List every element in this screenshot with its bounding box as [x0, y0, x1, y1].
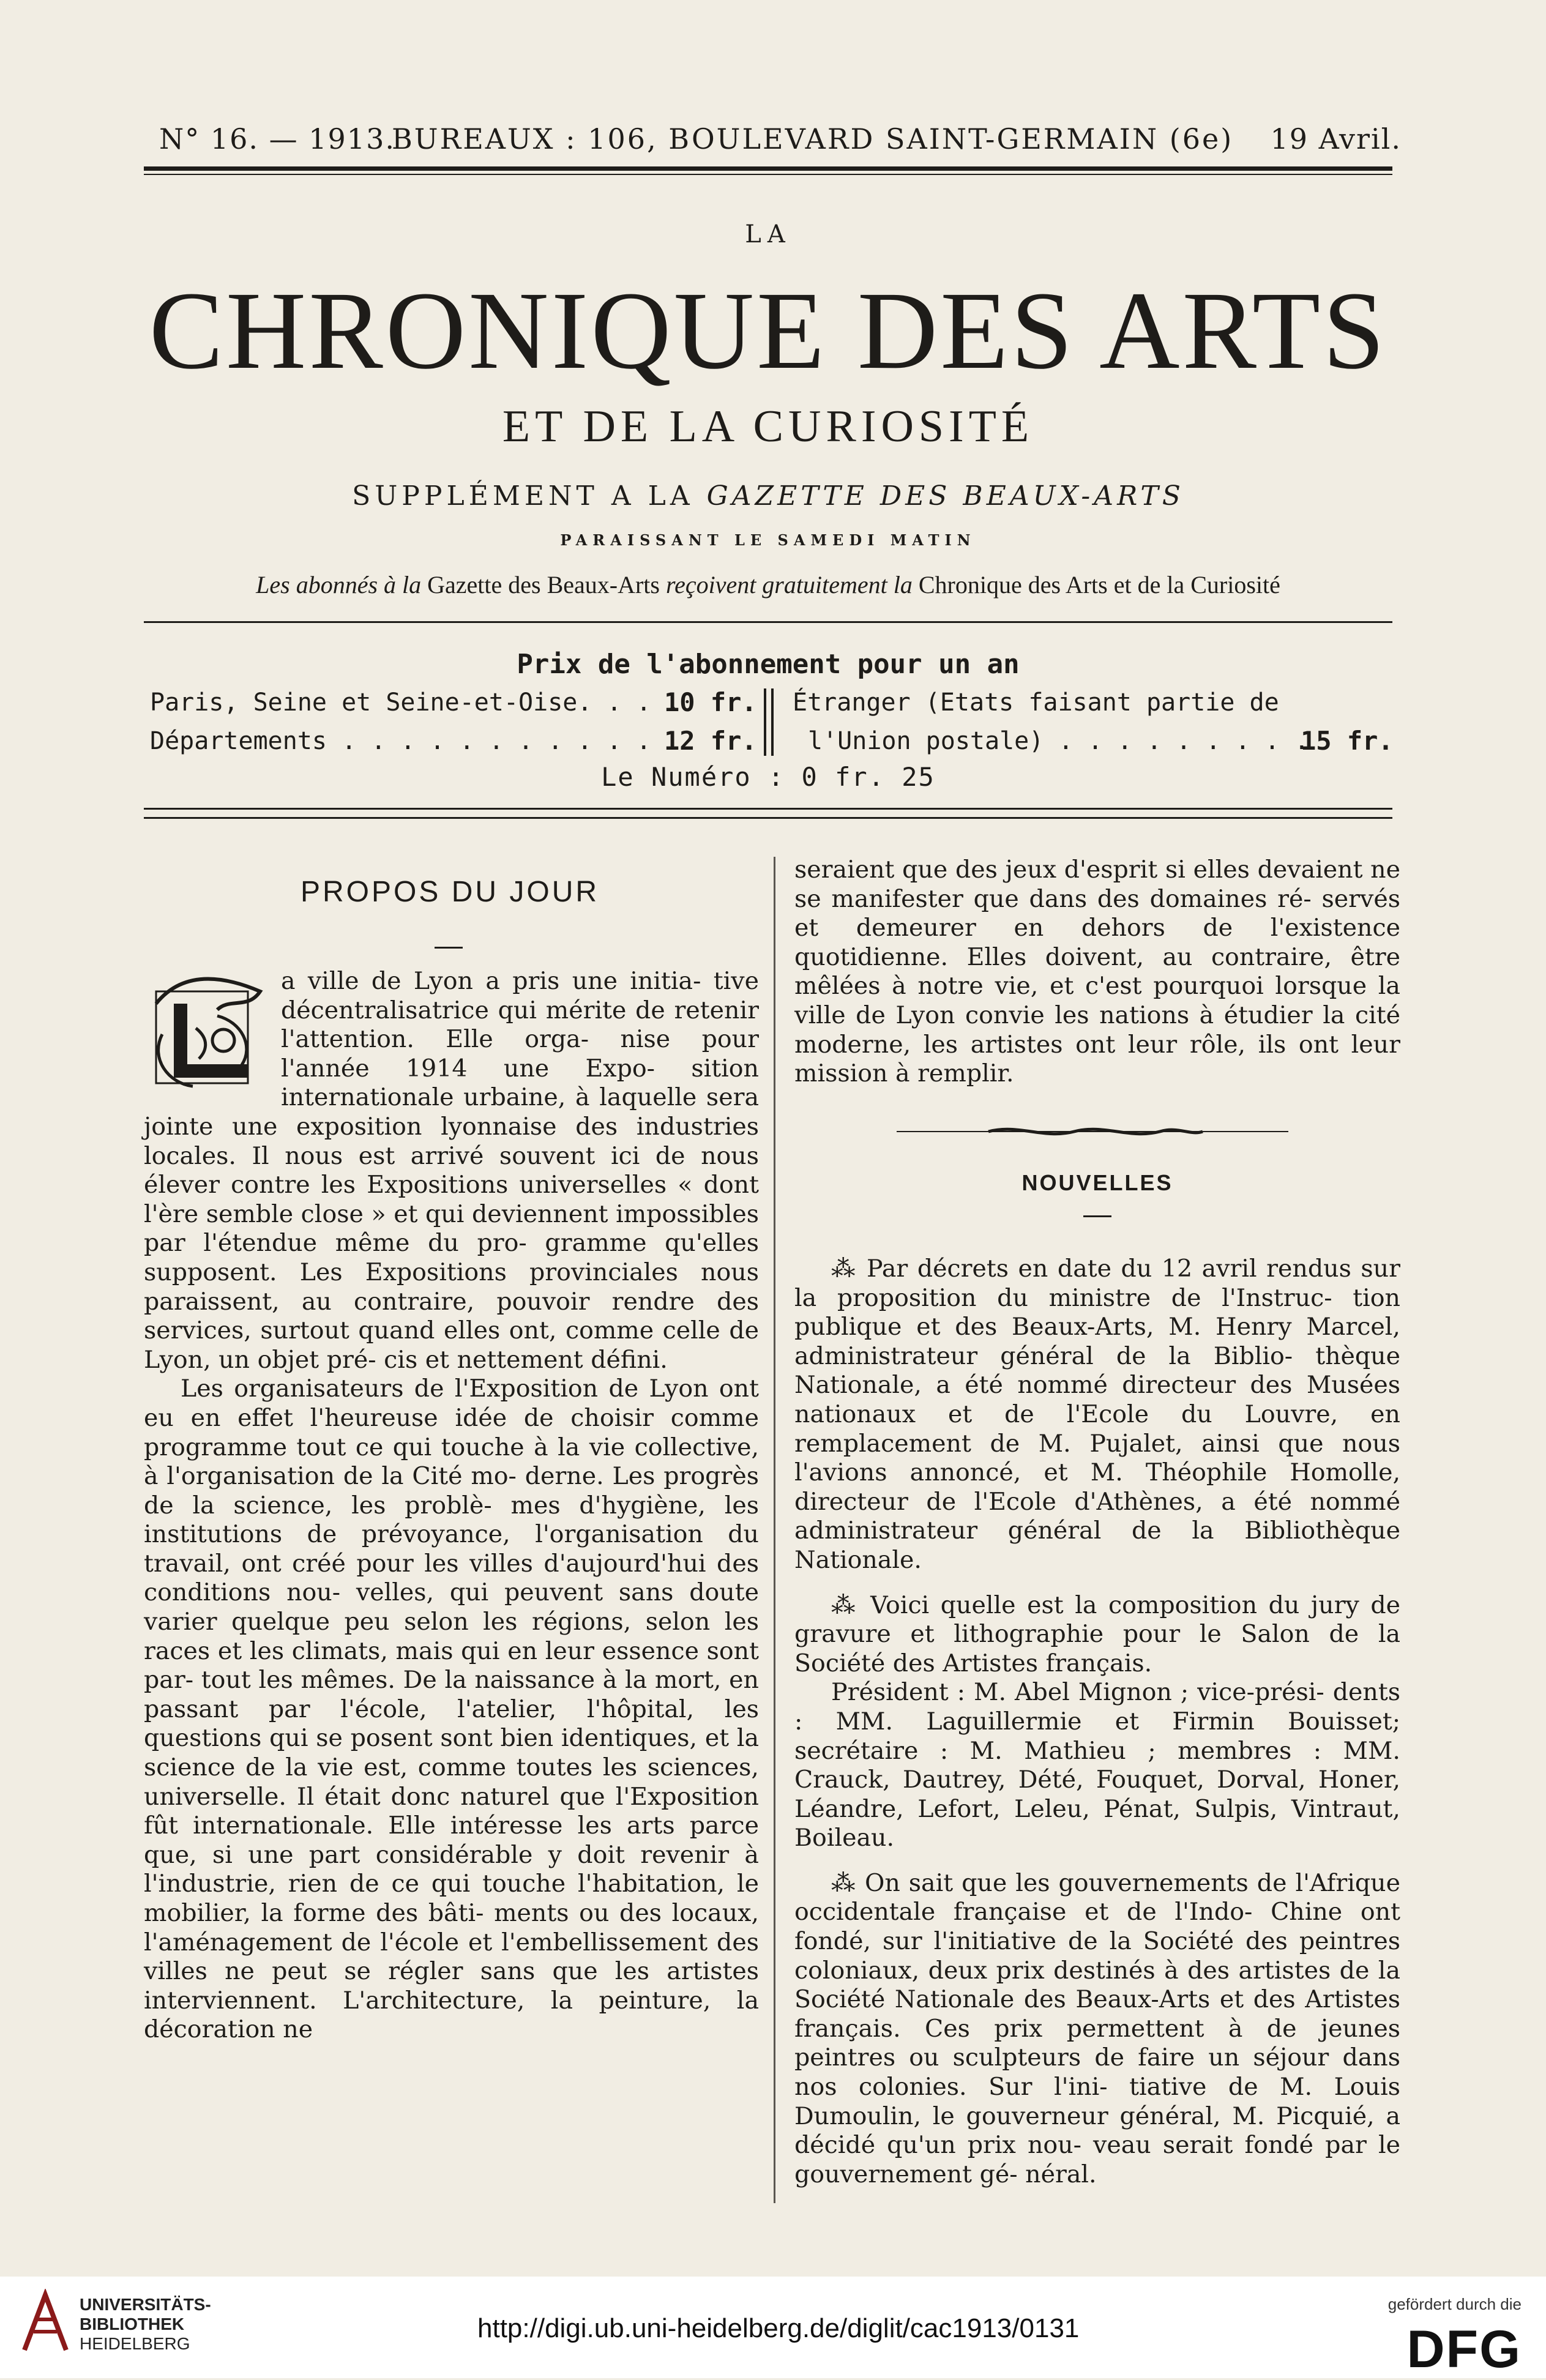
propos-title: PROPOS DU JOUR — [300, 876, 600, 908]
prix-etranger-price: 15 fr. — [1301, 726, 1394, 756]
library-name-1: UNIVERSITÄTS- — [80, 2295, 211, 2314]
nouvelle-1-text: Par décrets en date du 12 avril rendus sur la proposition du ministre de l'Instruc- tion publique et des Beaux-Arts, M. Henry Marcel, administrateur général de la Biblio- thèque Nationale, a été nommé directeur des Musées nationaux et de l'Ecole du Louvre, en remplacement de M. Pujalet, ainsi que nous l'avions annoncé, et M. Théophile Homolle, directeur de l'Ecole d'Athènes, a été nommé administrateur général de la Bibliothèque Nationale. — [794, 1255, 1401, 1574]
ornate-letter-L-icon — [144, 967, 272, 1095]
supplement-gazette: GAZETTE DES BEAUX-ARTS — [706, 480, 1184, 512]
nouvelles-dash — [1083, 1215, 1111, 1217]
abonnes-part-1: Les abonnés à la — [256, 571, 422, 599]
propos-paragraph-1 — [144, 967, 759, 1375]
nouvelle-3 — [794, 1869, 1400, 2190]
right-column — [794, 856, 1400, 1089]
prix-etranger-1: Étranger (Etats faisant partie de — [793, 688, 1279, 717]
masthead-rule — [144, 621, 1392, 623]
nouvelle-2 — [794, 1591, 1400, 1679]
prix-paris: Paris, Seine et Seine-et-Oise. . . . — [150, 688, 681, 717]
nouvelles-title: NOUVELLES — [1021, 1170, 1173, 1195]
nouvelle-1 — [794, 1255, 1400, 1575]
prix-title: Prix de l'abonnement pour un an — [517, 649, 1020, 680]
abonnes-line — [144, 570, 1392, 599]
propos-dash — [435, 947, 463, 949]
abonnes-part-4: Chronique des Arts et de la Curiosité — [918, 571, 1280, 599]
header-rule-thin — [144, 174, 1392, 175]
parution-line: PARAISSANT LE SAMEDI MATIN — [560, 531, 976, 549]
prix-departements-price: 12 fr. — [664, 726, 757, 756]
column-divider — [774, 857, 775, 2203]
prix-paris-price: 10 fr. — [664, 687, 757, 717]
supplement-line — [144, 480, 1392, 512]
issue-date: 19 Avril. — [1270, 122, 1402, 155]
prix-etranger-2: l'Union postale) . . . . . . . . . — [808, 727, 1309, 755]
prix-rule-2 — [144, 817, 1392, 819]
nouvelle-2-text: Voici quelle est la composition du jury de gravure et lithographie pour le Salon de la Société des Artistes français. — [794, 1591, 1401, 1677]
asterism-icon: ⁂ — [831, 1591, 859, 1619]
library-name — [80, 2295, 211, 2354]
prix-divider-2 — [771, 688, 774, 756]
masthead-la: LA — [745, 220, 791, 248]
issue-number: N° 16. — 1913. — [159, 122, 395, 155]
asterism-icon: ⁂ — [831, 1255, 857, 1283]
header-rule — [144, 166, 1392, 171]
prix-divider-1 — [764, 688, 766, 756]
digitization-footer — [0, 2277, 1546, 2378]
left-column — [144, 967, 759, 2045]
issue-header — [159, 116, 1402, 165]
prix-departements: Départements . . . . . . . . . . . — [150, 727, 651, 755]
nouvelle-3-text: On sait que les gouvernements de l'Afrique occidentale française et de l'Indo- Chine ont fondé, sur l'initiative de la Société des peintres coloniaux, deux prix destinés à des artistes de la Société Nationale des Beaux-Arts et des Artistes français. Ces prix permettent à de jeunes peintres ou sculpteurs de faire un séjour dans nos colonies. Sur l'ini- tiative de M. Louis Dumoulin, le gouverneur général, M. Picquié, a décidé qu'un prix nou- veau serait fondé par le gouvernement gé- néral. — [794, 1868, 1400, 2188]
abonnes-part-3: reçoivent gratuitement la — [665, 571, 913, 599]
continued-paragraph: seraient que des jeux d'esprit si elles devaient ne se manifester que dans des domaines ré- servés et demeurer en dehors de l'existence quotidienne. Elles doivent, au contraire, être mêlées à notre vie, et c'est pourquoi lorsque la ville de Lyon convie les nations à étudier la cité moderne, les artistes ont leur rôle, ils ont leur mission à remplir. — [794, 856, 1400, 1088]
asterism-icon: ⁂ — [831, 1868, 856, 1897]
source-url-link[interactable]: http://digi.ub.uni-heidelberg.de/diglit/cac1913/0131 — [477, 2313, 1080, 2343]
nouvelle-2-jury: Président : M. Abel Mignon ; vice-prési- dents : MM. Laguillermie et Firmin Bouisset; secrétaire : M. Mathieu ; membres : MM. Crauck, Dautrey, Dété, Fouquet, Dorval, Honer, Léandre, Lefort, Leleu, Pénat, Sulpis, Vintraut, Boileau. — [794, 1678, 1400, 1852]
abonnes-part-2: Gazette des Beaux-Arts — [427, 571, 660, 599]
dfg-logo: DFG — [1406, 2320, 1522, 2379]
library-name-2: BIBLIOTHEK — [80, 2315, 185, 2333]
prix-numero: Le Numéro : 0 fr. 25 — [601, 762, 935, 792]
supplement-prefix: SUPPLÉMENT A LA — [352, 480, 694, 512]
propos-paragraph-2: Les organisateurs de l'Exposition de Lyon ont eu en effet l'heureuse idée de choisir comme programme tout ce qui touche à la vie collective, à l'organisation de la Cité mo- derne. Les progrès de la science, les problè- mes d'hygiène, les institutions de prévoyance, l'organisation du travail, ont créé pour les villes d'aujourd'hui des conditions nou- velles, qui peuvent sans doute varier quelque peu selon les régions, selon les races et les climats, mais qui en leur essence sont par- tout les mêmes. De la naissance à la mort, en passant par l'école, l'atelier, l'hôpital, les questions qui se posent sont bien identiques, et la science de la vie est, comme toutes les sciences, universelle. Il était donc naturel que l'Exposition fût internationale. Elle intéresse les arts parce que, si une part considérable y doit revenir à l'industrie, rien de ce qui touche l'habitation, le mobilier, la forme des bâti- ments ou des locaux, l'aménagement de l'école et l'embellissement des villes ne peut se régler sans que les artistes interviennent. L'architecture, la peinture, la décoration ne — [144, 1375, 759, 2044]
bureaux-address: BUREAUX : 106, BOULEVARD SAINT-GERMAIN (6e) — [392, 122, 1234, 155]
prix-rule-1 — [144, 808, 1392, 810]
masthead-title: CHRONIQUE DES ARTS — [149, 269, 1387, 392]
nouvelles-column — [794, 1255, 1400, 2189]
ornamental-divider-icon — [897, 1124, 1288, 1140]
university-library-logo-icon — [18, 2289, 72, 2356]
library-name-3: HEIDELBERG — [80, 2334, 190, 2353]
masthead-subtitle: ET DE LA CURIOSITÉ — [502, 401, 1034, 452]
propos-first-lines: a ville de Lyon a pris une initia- tive décentralisatrice qui mérite de retenir l'attention. Elle orga- nise pour l'année 1914 une Expo- — [281, 967, 759, 1083]
propos-rest: sition internationale urbaine, à laquelle sera jointe une exposition lyonnaise des industries locales. Il nous est arrivé souvent ici de nous élever contre les Expositions universelles « dont l'ère semble close » et qui deviennent impossibles par l'étendue même du pro- gramme qu'elles supposent. Les Expositions provinciales nous paraissent, au contraire, pouvoir rendre des services, surtout quand elles ont, comme celle de Lyon, un objet pré- cis et nettement défini. — [144, 1054, 759, 1374]
funded-by-label: gefördert durch die — [1387, 2295, 1522, 2313]
